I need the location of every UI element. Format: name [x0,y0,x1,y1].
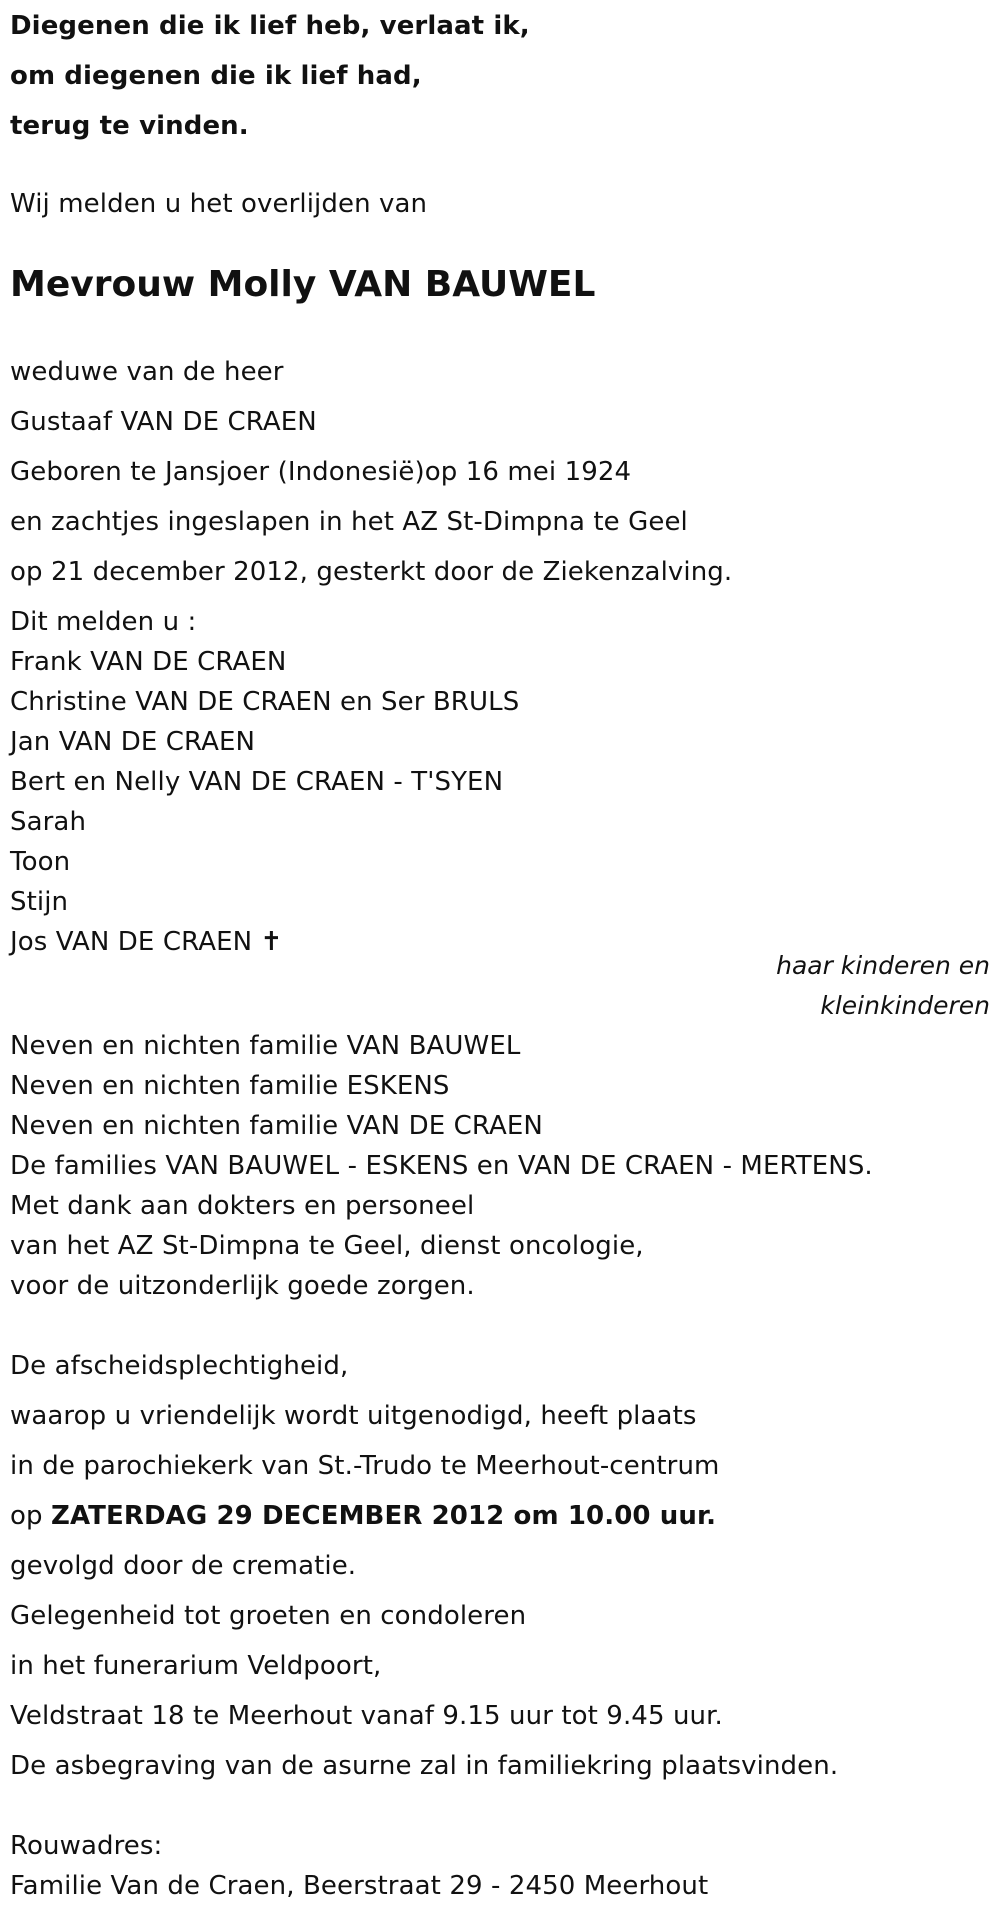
ceremony-line-7: in het funerarium Veldpoort, [10,1651,382,1681]
child-line-5: Sarah [10,807,87,837]
ceremony-line-2: waarop u vriendelijk wordt uitgenodigd, heeft plaats [10,1401,697,1431]
deceased-name: Mevrouw Molly VAN BAUWEL [10,264,596,305]
child-line-6: Toon [10,847,71,877]
announcers-intro: Dit melden u : [10,607,197,637]
ceremony-date-line [10,1500,716,1532]
detail-line-3: Geboren te Jansjoer (Indonesië)op 16 mei 1924 [10,457,632,487]
ceremony-date: ZATERDAG 29 DECEMBER 2012 om 10.00 uur. [51,1501,717,1531]
family-line-7: voor de uitzonderlijk goede zorgen. [10,1271,475,1301]
address-value: Familie Van de Craen, Beerstraat 29 - 2450 Meerhout [10,1871,709,1901]
children-label-line-2: kleinkinderen [820,991,990,1020]
detail-line-4: en zachtjes ingeslapen in het AZ St-Dimpna te Geel [10,507,688,537]
detail-line-2: Gustaaf VAN DE CRAEN [10,407,317,437]
ceremony-line-5: gevolgd door de crematie. [10,1551,357,1581]
ceremony-line-6: Gelegenheid tot groeten en condoleren [10,1601,527,1631]
ceremony-line-8: Veldstraat 18 te Meerhout vanaf 9.15 uur tot 9.45 uur. [10,1701,723,1731]
poem-line-1: Diegenen die ik lief heb, verlaat ik, [10,11,530,41]
detail-line-5: op 21 december 2012, gesterkt door de Ziekenzalving. [10,557,733,587]
child-line-7: Stijn [10,887,69,917]
child-line-1: Frank VAN DE CRAEN [10,647,287,677]
intro-text: Wij melden u het overlijden van [10,189,428,219]
address-label: Rouwadres: [10,1831,163,1861]
detail-line-1: weduwe van de heer [10,357,284,387]
ceremony-line-3: in de parochiekerk van St.-Trudo te Meerhout-centrum [10,1451,720,1481]
family-line-6: van het AZ St-Dimpna te Geel, dienst oncologie, [10,1231,644,1261]
child-line-2: Christine VAN DE CRAEN en Ser BRULS [10,687,520,717]
child-line-3: Jan VAN DE CRAEN [10,727,256,757]
children-label-line-1: haar kinderen en [776,951,990,980]
ceremony-line-9: De asbegraving van de asurne zal in familiekring plaatsvinden. [10,1751,839,1781]
poem-line-2: om diegenen die ik lief had, [10,61,422,91]
poem-line-3: terug te vinden. [10,111,249,141]
family-line-4: De families VAN BAUWEL - ESKENS en VAN DE CRAEN - MERTENS. [10,1151,873,1181]
family-line-3: Neven en nichten familie VAN DE CRAEN [10,1111,543,1141]
family-line-1: Neven en nichten familie VAN BAUWEL [10,1031,521,1061]
family-line-2: Neven en nichten familie ESKENS [10,1071,450,1101]
child-line-8: Jos VAN DE CRAEN ✝ [10,927,283,957]
family-line-5: Met dank aan dokters en personeel [10,1191,475,1221]
ceremony-line-1: De afscheidsplechtigheid, [10,1351,349,1381]
child-line-4: Bert en Nelly VAN DE CRAEN - T'SYEN [10,767,504,797]
ceremony-date-prefix: op [10,1501,43,1531]
